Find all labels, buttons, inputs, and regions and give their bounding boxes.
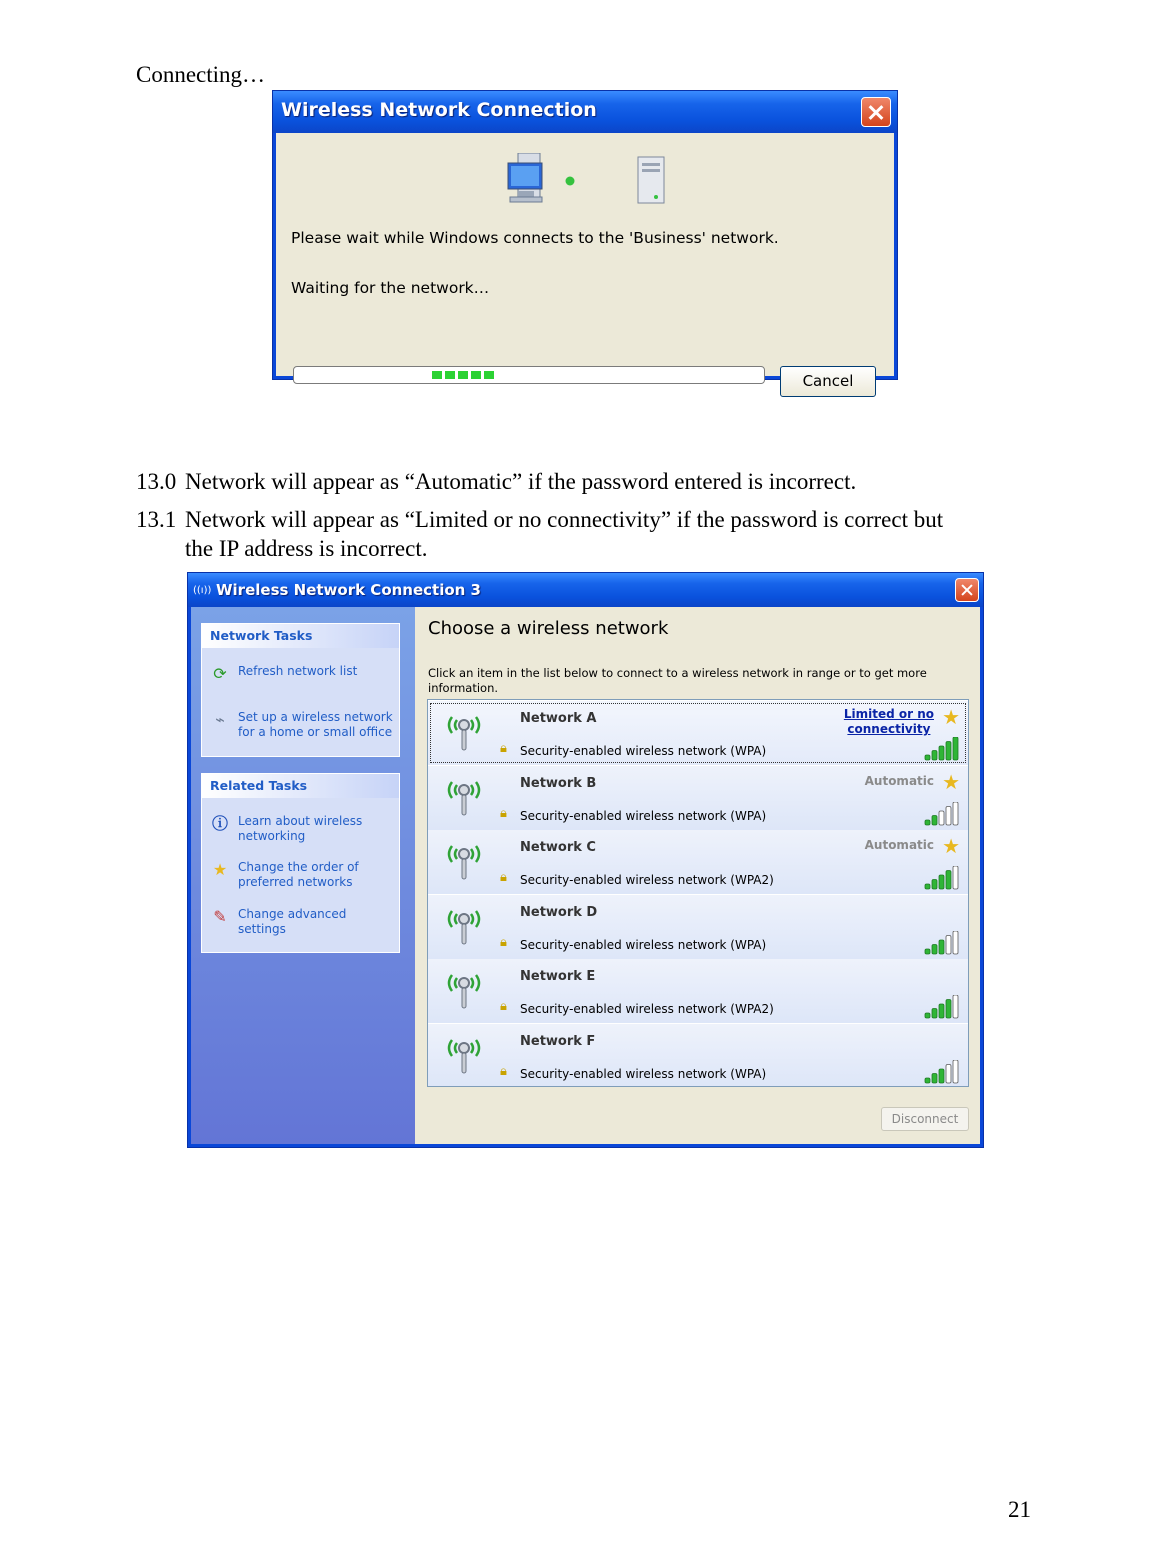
instructions-line2: information. [428, 681, 499, 695]
signal-bar [946, 935, 951, 954]
signal-strength-icon [924, 802, 960, 826]
network-row[interactable] [428, 766, 968, 830]
signal-bar [946, 871, 951, 890]
signal-bar [939, 940, 944, 954]
network-status [865, 838, 934, 852]
network-security: Security-enabled wireless network (WPA) [520, 808, 767, 823]
page-heading: Choose a wireless network [428, 618, 669, 639]
instructions-line1: Click an item in the list below to connect to a wireless network in range or to get more [428, 666, 927, 680]
signal-bar [946, 742, 951, 761]
item-13-1-number: 13.1 [136, 507, 177, 532]
signal-bar [932, 1009, 937, 1019]
antenna-icon [442, 1034, 486, 1078]
star-icon: ★ [212, 860, 228, 879]
signal-bar [932, 944, 937, 954]
signal-bar [932, 751, 937, 761]
signal-bar [953, 802, 958, 825]
status-line1: Automatic [864, 838, 934, 852]
network-status [865, 774, 934, 788]
antenna-icon [442, 711, 486, 755]
signal-bar [925, 949, 930, 954]
signal-bar [939, 811, 944, 825]
signal-strength-icon [924, 1060, 960, 1084]
svg-text:((ı)): ((ı)) [193, 585, 212, 596]
lock-icon: 🔒︎ [500, 741, 507, 756]
network-list-pane [415, 607, 980, 1144]
dialog-titlebar [188, 573, 983, 607]
related-tasks-header: Related Tasks [202, 774, 399, 798]
network-row[interactable] [428, 830, 968, 894]
item-13-0-text: Network will appear as “Automatic” if the password entered is incorrect. [185, 469, 857, 494]
network-security: Security-enabled wireless network (WPA) [520, 744, 767, 758]
progress-chunk [458, 371, 468, 379]
close-button[interactable] [955, 578, 979, 602]
signal-bar [946, 1064, 951, 1083]
wireless-network-dialog [187, 572, 984, 1148]
network-status-link[interactable] [844, 707, 934, 737]
page-number: 21 [1008, 1497, 1031, 1522]
network-name: Network F [520, 1033, 596, 1049]
antenna-icon [442, 905, 486, 949]
signal-bar [939, 875, 944, 889]
signal-bar [932, 815, 937, 825]
order-line2: preferred networks [238, 875, 353, 889]
network-security: Security-enabled wireless network (WPA2) [520, 873, 774, 887]
network-tasks-header: Network Tasks [202, 624, 399, 648]
instructions [428, 666, 927, 696]
status-line1: Automatic [864, 773, 934, 788]
advanced-line1: Change advanced [238, 907, 347, 921]
network-name: Network D [520, 904, 598, 920]
lock-icon: 🔒︎ [500, 870, 507, 885]
network-name: Network B [520, 775, 597, 791]
network-security: Security-enabled wireless network (WPA) [520, 937, 767, 952]
signal-strength-icon [924, 931, 960, 955]
network-list [427, 699, 969, 1087]
order-line1: Change the order of [238, 860, 359, 874]
antenna-icon [442, 969, 486, 1013]
lock-icon: 🔒︎ [500, 1063, 507, 1079]
signal-bar [925, 820, 930, 825]
advanced-line2: settings [238, 922, 286, 936]
close-button[interactable] [861, 97, 891, 127]
wrench-icon: ✎ [213, 907, 227, 926]
network-row[interactable] [428, 1024, 968, 1088]
refresh-icon: ⟳ [213, 664, 227, 683]
network-name: Network C [520, 840, 596, 855]
signal-bar [946, 1000, 951, 1019]
status-line1: Limited or no [843, 707, 934, 721]
signal-bar [925, 1013, 930, 1018]
signal-strength-icon [924, 866, 960, 890]
signal-bar [925, 884, 930, 889]
signal-bar [932, 1073, 937, 1083]
network-name: Network E [520, 969, 596, 984]
preferred-star-icon: ★ [942, 769, 960, 794]
network-security: Security-enabled wireless network (WPA2) [520, 1002, 774, 1016]
related-tasks-panel [201, 773, 400, 953]
signal-strength-icon [924, 995, 960, 1019]
setup-line1: Set up a wireless network [238, 710, 393, 724]
lock-icon: 🔒︎ [500, 934, 507, 950]
dialog-title: Wireless Network Connection [281, 99, 597, 121]
item-13-1-text-line1: Network will appear as “Limited or no connectivity” if the password is correct but [185, 507, 944, 532]
signal-bar [953, 931, 958, 954]
progress-bar [293, 366, 765, 384]
lock-icon: 🔒︎ [500, 999, 507, 1014]
learn-line2: networking [238, 829, 306, 843]
status-line2: connectivity [847, 722, 931, 736]
cancel-button[interactable]: Cancel [780, 366, 876, 397]
wireless-icon [193, 582, 213, 596]
dialog-titlebar [273, 91, 897, 133]
setup-network-icon: ⌁ [215, 710, 225, 729]
progress-chunk [471, 371, 481, 379]
computer-icon [506, 153, 556, 205]
signal-bar [939, 1004, 944, 1018]
antenna-icon [442, 776, 486, 820]
learn-line1: Learn about wireless [238, 814, 363, 828]
signal-bar [953, 995, 958, 1018]
item-13-1-text-line2: the IP address is incorrect. [185, 536, 428, 561]
signal-bar [953, 866, 958, 889]
signal-bar [939, 1069, 944, 1083]
signal-strength-icon [924, 737, 960, 761]
setup-line2: for a home or small office [238, 725, 393, 739]
preferred-star-icon: ★ [942, 705, 960, 729]
connecting-dialog [272, 90, 898, 390]
connecting-message: Please wait while Windows connects to the 'Business' network. [291, 229, 779, 247]
signal-bar [946, 806, 951, 825]
signal-bar [939, 746, 944, 760]
network-row[interactable] [428, 701, 968, 765]
network-row[interactable] [428, 959, 968, 1023]
dialog-title: Wireless Network Connection 3 [216, 581, 481, 599]
task-pane [191, 607, 415, 1144]
progress-chunk [484, 371, 494, 379]
network-name: Network A [520, 711, 597, 726]
connection-dot-icon [564, 175, 576, 187]
signal-bar [953, 1060, 958, 1083]
progress-chunk [432, 371, 442, 379]
signal-bar [925, 1078, 930, 1083]
network-tasks-panel: Network Tasks ⟳ Refresh network list ⌁ Set up a wireless network for a home or small office [201, 623, 400, 757]
server-icon [636, 155, 668, 207]
dialog-body [276, 133, 894, 390]
progress-chunk [445, 371, 455, 379]
signal-bar [925, 755, 930, 760]
disconnect-button[interactable]: Disconnect [881, 1107, 969, 1131]
lock-icon: 🔒︎ [500, 805, 507, 821]
signal-bar [932, 880, 937, 890]
antenna-icon [442, 840, 486, 884]
preferred-star-icon: ★ [942, 834, 960, 858]
connection-status: Waiting for the network… [291, 279, 490, 297]
network-security: Security-enabled wireless network (WPA) [520, 1066, 767, 1081]
info-icon: ⓘ [211, 814, 228, 833]
network-row[interactable] [428, 895, 968, 959]
item-13-0-number: 13.0 [136, 469, 177, 494]
connecting-caption: Connecting… [136, 62, 266, 87]
signal-bar [953, 737, 958, 760]
